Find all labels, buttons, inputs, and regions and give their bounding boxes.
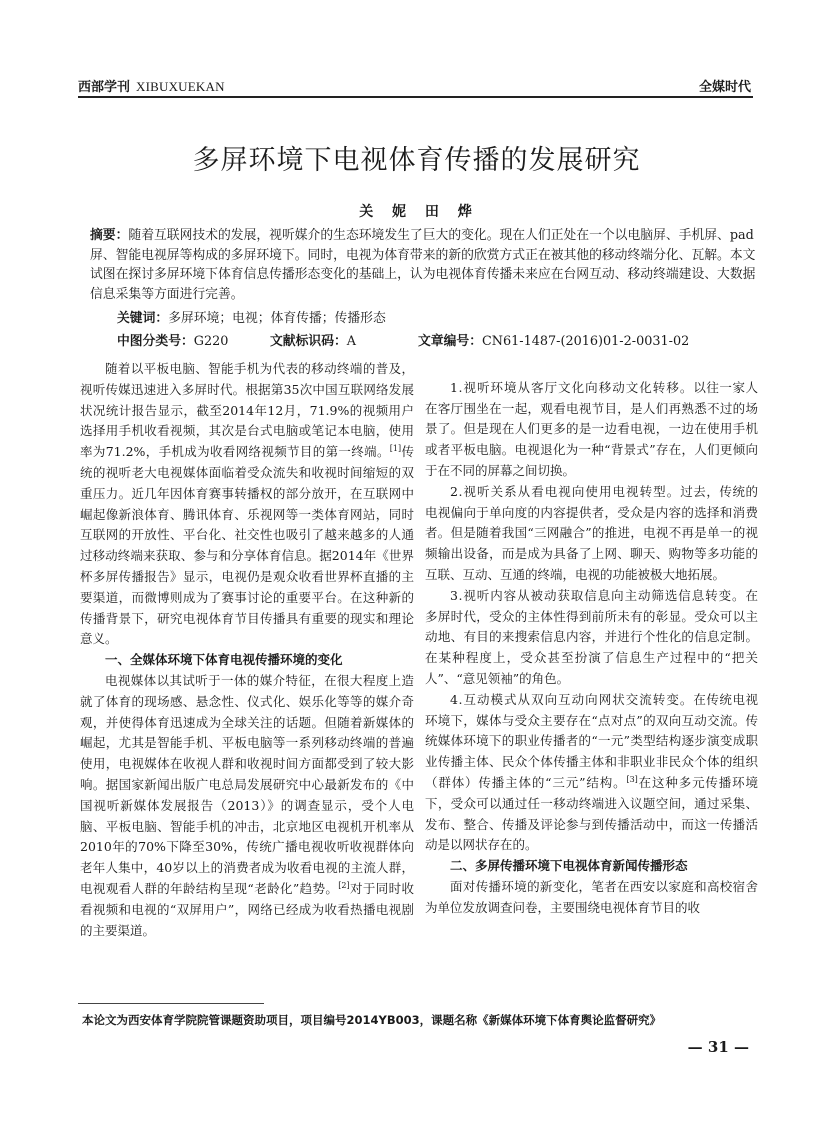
doc-value: A [346,334,357,349]
page-number: — 31 — [687,1038,749,1056]
list-item: 2.视听关系从看电视向使用电视转型。过去，传统的电视偏向于单向度的内容提供者，受众是内容的选择和消费者。但是随着我国“三网融合”的推进，电视不再是单一的视频输出设备，而是成为具备了上网、聊天、购物等多功能的互联、互动、互通的终端，电视的功能被极大地拓展。 [425,483,758,582]
doc-label: 文献标识码： [270,334,347,349]
list-item: 4.互动模式从双向互动向网状交流转变。在传统电视环境下，媒体与受众主要存在“点对点”的双向互动交流。传统媒体环境下的职业传播者的“一元”类型结构逐步演变成职业传播主体、民众个体传播主体和非职业非民众个体的组织（群体）传播主体的“三元”结构。[3]在这种多元传播环境下，受众可以通过任一移动终端进入议题空间，通过采集、发布、整合、传播及评论参与到传播活动中，而这一传播活动是以网状存在的。 [425,691,758,853]
clc-number [117,330,228,349]
journal-name: 西部学刊 [78,80,131,95]
journal-header [78,76,225,95]
header-rule [78,96,753,98]
section-heading: 一、全媒体环境下体育电视传播环境的变化 [105,652,343,668]
keywords-text: 多屏环境；电视；体育传播；传播形态 [168,311,386,326]
citation: [3] [626,774,638,784]
abstract [90,226,758,304]
keywords [117,307,386,326]
abstract-text: 随着互联网技术的发展，视听媒介的生态环境发生了巨大的变化。现在人们正处在一个以电脑屏、手机屏、pad屏、智能电视屏等构成的多屏环境下。同时，电视为体育带来的新的欣赏方式正在被其他的移动终端分化、瓦解。本文试图在探讨多屏环境下体育信息传播形态变化的基础上，认为电视体育传播未来应在台网互动、移动终端建设、大数据信息采集等方面进行完善。 [90,228,756,302]
citation: [2] [338,880,350,890]
citation: [1] [389,444,402,454]
right-column [425,357,758,919]
abstract-label: 摘要： [90,228,129,243]
article-title: 多屏环境下电视体育传播的发展研究 [192,145,641,176]
journal-name-latin: XIBUXUEKAN [136,79,225,94]
footnote: 本论文为西安体育学院院管课题资助项目，项目编号2014YB003，课题名称《新媒体环境下体育舆论监督研究》 [82,1013,662,1027]
paragraph: 随着以平板电脑、智能手机为代表的移动终端的普及，视听传媒迅速进入多屏时代。根据第35次中国互联网络发展状况统计报告显示，截至2014年12月，71.9%的视频用户选择用手机收看视频，其次是台式电脑或笔记本电脑，使用率为71.2%，手机成为收看网络视频节目的第一终端。[1]传统的视听老大电视媒体面临着受众流失和收视时间缩短的双重压力。近几年因体育赛事转播权的部分放开，在互联网中崛起像新浪体育、腾讯体育、乐视网等一类体育网站，同时互联网的开放性、平台化、社交性也吸引了越来越多的人通过移动终端来获取、参与和分享体育信息。据2014年《世界杯多屏传播报告》显示，电视仍是观众收看世界杯直播的主要渠道，而微博则成为了赛事讨论的重要平台。在这种新的传播背景下，研究电视体育节目传播具有重要的现实和理论意义。 [80,361,414,647]
document-code [270,330,356,349]
authors: 关 妮 田 烨 [359,204,474,220]
keywords-label: 关键词： [117,311,169,326]
art-value: CN61-1487-(2016)01-2-0031-02 [481,334,690,349]
clc-value: G220 [193,334,229,349]
paragraph: 电视媒体以其试听于一体的媒介特征，在很大程度上造就了体育的现场感、悬念性、仪式化、娱乐化等等的媒介奇观，并使得体育迅速成为全球关注的话题。但随着新媒体的崛起，尤其是智能手机、平板电脑等一系列移动终端的普遍使用，电视媒体在收视人群和收视时间方面都受到了较大影响。据国家新闻出版广电总局发展研究中心最新发布的《中国视听新媒体发展报告（2013）》的调查显示，受个人电脑、平板电脑、智能手机的冲击，北京地区电视机开机率从2010年的70%下降至30%，传统广播电视收听收视群体向老年人集中，40岁以上的消费者成为收看电视的主流人群，电视观看人群的年龄结构呈现“老龄化”趋势。[2]对于同时收看视频和电视的“双屏用户”，网络已经成为收看热播电视剧的主要渠道。 [80,672,414,938]
article-number [418,330,689,349]
list-item: 1.视听环境从客厅文化向移动文化转移。以往一家人在客厅围坐在一起，观看电视节目，是人们再熟悉不过的场景了。但是现在人们更多的是一边看电视，一边在使用手机或者平板电脑。电视退化为一种“背景式”存在，人们更倾向于在不同的屏幕之间切换。 [425,379,758,478]
art-label: 文章编号： [418,334,482,349]
footnote-rule [78,1003,264,1004]
list-item: 3.视听内容从被动获取信息向主动筛选信息转变。在多屏时代，受众的主体性得到前所未有的彰显。受众可以主动地、有目的来搜索信息内容，并进行个性化的信息定制。在某种程度上，受众甚至扮演了信息生产过程中的“把关人”、“意见领袖”的角色。 [425,587,758,686]
section-heading: 二、多屏传播环境下电视体育新闻传播形态 [450,858,688,874]
left-column [80,359,414,941]
clc-label: 中图分类号： [117,334,194,349]
paragraph: 面对传播环境的新变化，笔者在西安以家庭和高校宿舍为单位发放调查问卷，主要围绕电视体育节目的收 [425,878,758,915]
section-name: 全媒时代 [698,80,751,95]
